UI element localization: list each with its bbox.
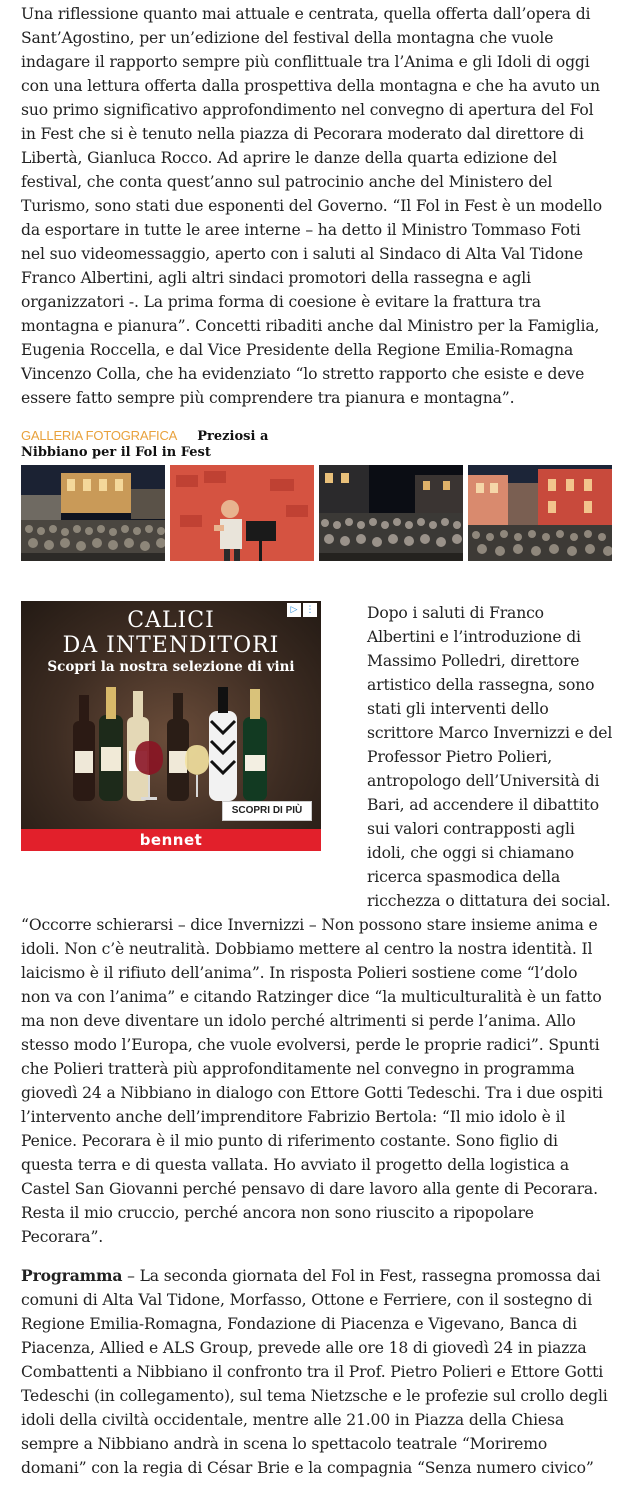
text-line: Vincenzo Colla, che ha evidenziato “lo stretto rapporto che esiste e deve bbox=[21, 365, 585, 383]
text-line: Tedeschi (in collegamento), sul tema Nietzsche e le profezie sul crollo degli bbox=[21, 1387, 608, 1405]
text-line: Pecorara”. bbox=[21, 1228, 104, 1246]
text-line: stesso modo l’Europa, che vuole evolversi, perde le proprie radici”. Spunti bbox=[21, 1036, 600, 1054]
ad-info-icon[interactable]: ▷ bbox=[287, 603, 301, 617]
article-paragraph-intro bbox=[21, 2, 621, 410]
text-line: giovedì 24 a Nibbiano in dialogo con Ettore Gotti Tedeschi. Tra i due ospiti bbox=[21, 1084, 603, 1102]
text-line: antropologo dell’Università di bbox=[367, 772, 600, 790]
text-line: idoli. Non c’è neutralità. Dobbiamo mettere al centro la nostra identità. Il bbox=[21, 940, 593, 958]
text-line: Piacenza, Allied e ALS Group, prevede alle ore 18 di giovedì 24 in piazza bbox=[21, 1339, 587, 1357]
gallery-photo-4[interactable] bbox=[468, 465, 612, 561]
gallery-photo-2[interactable] bbox=[170, 465, 314, 561]
gallery-title[interactable]: Preziosi a bbox=[197, 429, 269, 444]
text-line: essere fatto sempre più comprendere tra pianura e montagna”. bbox=[21, 389, 515, 407]
text-line: idoli, che oggi si chiamano bbox=[367, 844, 574, 862]
text-segment: – La seconda giornata del Fol in Fest, rassegna promossa dai bbox=[122, 1267, 601, 1285]
text-line: organizzatori -. La prima forma di coesione è evitare la frattura tra bbox=[21, 293, 541, 311]
text-line: Combattenti a Nibbiano il confronto tra il Prof. Pietro Polieri e Ettore Gotti bbox=[21, 1363, 604, 1381]
text-line: Regione Emilia-Romagna, Fondazione di Piacenza e Vigevano, Banca di bbox=[21, 1315, 577, 1333]
text-line: Sant’Agostino, per un’edizione del festival della montagna che vuole bbox=[21, 29, 554, 47]
text-line: Eugenia Roccella, e dal Vice Presidente della Regione Emilia-Romagna bbox=[21, 341, 574, 359]
text-line: Professor Pietro Polieri, bbox=[367, 748, 553, 766]
wine-bottles-image bbox=[21, 681, 321, 811]
text-line bbox=[21, 1264, 621, 1288]
gallery-photo-3[interactable] bbox=[319, 465, 463, 561]
ad-menu-icon[interactable]: ⋮ bbox=[303, 603, 317, 617]
text-line: questa terra e di questa vallata. Ho avviato il progetto della logistica a bbox=[21, 1156, 569, 1174]
text-line: “Occorre schierarsi – dice Invernizzi – Non possono stare insieme anima e bbox=[21, 916, 598, 934]
text-line: Turismo, sono stati due esponenti del Governo. “Il Fol in Fest è un modello bbox=[21, 197, 602, 215]
text-line: non va con l’anima” e citando Ratzinger dice “la multiculturalità è un fatto bbox=[21, 988, 602, 1006]
text-line: che Polieri tratterà più approfonditamente nel convegno in programma bbox=[21, 1060, 575, 1078]
text-line: Libertà, Gianluca Rocco. Ad aprire le danze della quarta edizione del bbox=[21, 149, 557, 167]
text-line: Penice. Pecorara è il mio punto di riferimento costante. Sono figlio di bbox=[21, 1132, 558, 1150]
ad-brand-logo[interactable]: bennet bbox=[21, 829, 321, 851]
text-line: in Fest che si è tenuto nella piazza di Pecorara moderato dal direttore di bbox=[21, 125, 584, 143]
gallery-title-continued[interactable]: Nibbiano per il Fol in Fest bbox=[21, 445, 211, 460]
ad-title-line-2: DA INTENDITORI bbox=[62, 633, 280, 658]
gallery-photo-1[interactable] bbox=[21, 465, 165, 561]
text-line: festival, che conta quest’anno sul patrocinio anche del Ministero del bbox=[21, 173, 553, 191]
article-paragraph-programma bbox=[21, 1264, 621, 1480]
text-line: l’intervento anche dell’imprenditore Fabrizio Bertola: “Il mio idolo è il bbox=[21, 1108, 566, 1126]
text-line: sempre a Nibbiano andrà in scena lo spettacolo teatrale “Moriremo bbox=[21, 1435, 548, 1453]
text-line: Franco Albertini, agli altri sindaci promotori della rassegna e agli bbox=[21, 269, 531, 287]
text-line: suo primo significativo approfondimento nel convegno di apertura del Fol bbox=[21, 101, 594, 119]
text-line: laicismo è il rifiuto dell’anima”. In risposta Polieri sostiene come “l’dolo bbox=[21, 964, 578, 982]
gallery-header bbox=[21, 428, 621, 461]
text-line: da esportare in tutte le aree interne – ha detto il Ministro Tommaso Foti bbox=[21, 221, 581, 239]
text-line: ricerca spasmodica della bbox=[367, 868, 561, 886]
text-line: comuni di Alta Val Tidone, Morfasso, Ottone e Ferriere, con il sostegno di bbox=[21, 1291, 593, 1309]
text-line: ricchezza o dittatura dei social. bbox=[367, 892, 611, 910]
gallery-thumbnails bbox=[21, 465, 613, 561]
text-line: indagare il rapporto sempre più conflittuale tra l’Anima e gli Idoli di oggi bbox=[21, 53, 590, 71]
bottle bbox=[73, 695, 95, 801]
gallery-label[interactable]: GALLERIA FOTOGRAFICA bbox=[21, 428, 178, 443]
text-line: Resta il mio cruccio, perché ancora non sono riuscito a ripopolare bbox=[21, 1204, 534, 1222]
ad-title: CALICI bbox=[127, 608, 215, 633]
text-line: stati gli interventi dello bbox=[367, 700, 549, 718]
text-line: Bari, ad accendere il dibattito bbox=[367, 796, 599, 814]
text-line: nel suo videomessaggio, aperto con i saluti al Sindaco di Alta Val Tidone bbox=[21, 245, 583, 263]
text-line: Dopo i saluti di Franco bbox=[367, 604, 544, 622]
programma-label: Programma bbox=[21, 1266, 123, 1285]
advertisement-banner[interactable] bbox=[21, 601, 321, 851]
text-line: artistico della rassegna, sono bbox=[367, 676, 595, 694]
article-paragraph-quotes bbox=[21, 913, 621, 1249]
ad-cta-button[interactable]: SCOPRI DI PIÙ bbox=[222, 801, 312, 821]
text-line: Castel San Giovanni perché pensavo di dare lavoro alla gente di Pecorara. bbox=[21, 1180, 598, 1198]
text-line: Una riflessione quanto mai attuale e centrata, quella offerta dall’opera di bbox=[21, 5, 591, 23]
text-line: ma non deve diventare un idolo perché altrimenti si perde l’anima. Allo bbox=[21, 1012, 576, 1030]
text-line: con una lettura offerta dalla prospettiva della montagna e che ha avuto un bbox=[21, 77, 600, 95]
text-line: Massimo Polledri, direttore bbox=[367, 652, 580, 670]
text-line: scrittore Marco Invernizzi e del bbox=[367, 724, 613, 742]
text-line: domani” con la regia di César Brie e la compagnia “Senza numero civico” bbox=[21, 1459, 594, 1477]
text-line: idoli della civiltà occidentale, mentre alle 21.00 in Piazza della Chiesa bbox=[21, 1411, 564, 1429]
ad-subtitle: Scopri la nostra selezione di vini bbox=[47, 659, 295, 675]
text-line: montagna e pianura”. Concetti ribaditi anche dal Ministro per la Famiglia, bbox=[21, 317, 600, 335]
text-line: sui valori contrapposti agli bbox=[367, 820, 575, 838]
article-paragraph-side bbox=[367, 601, 622, 913]
text-line: Albertini e l’introduzione di bbox=[367, 628, 581, 646]
